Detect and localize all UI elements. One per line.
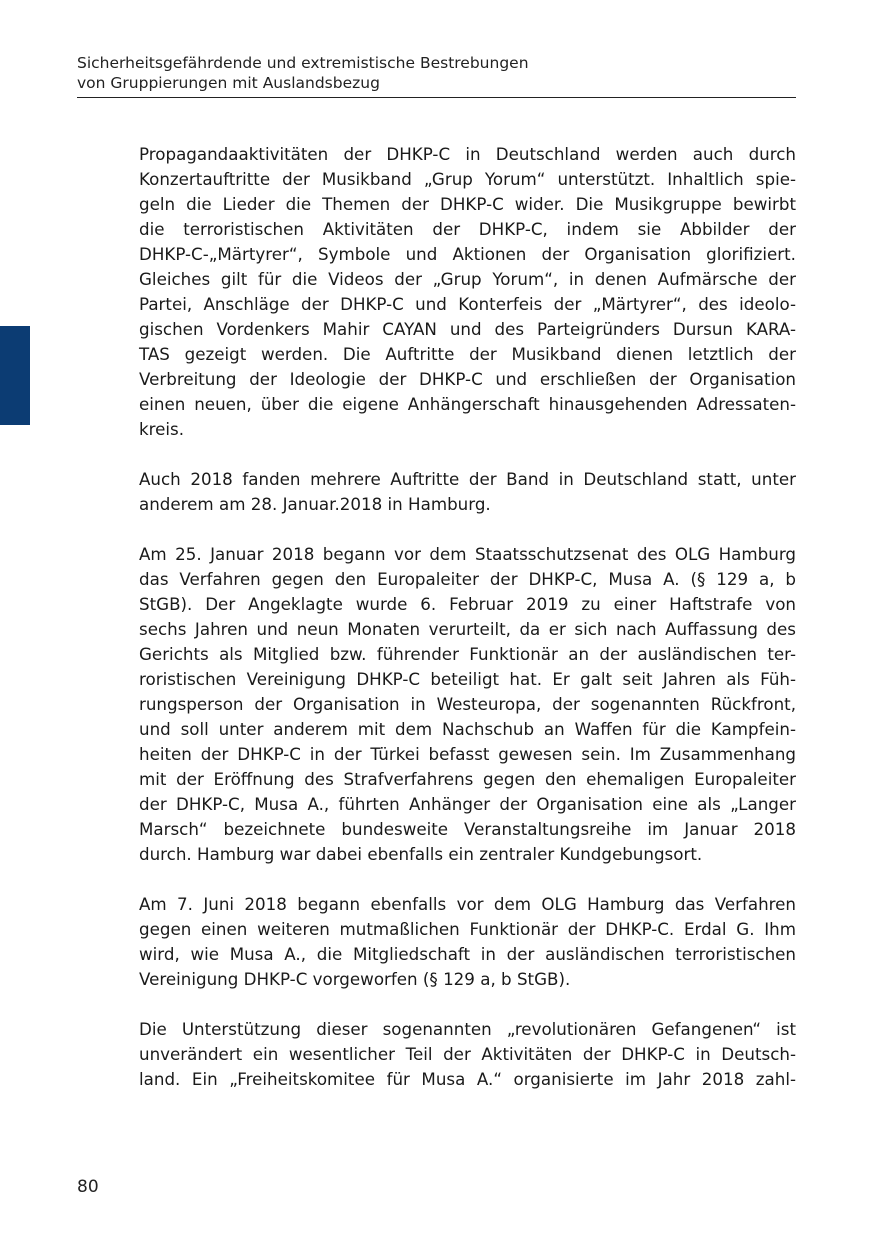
paragraph: [139, 1017, 796, 1092]
paragraph: [139, 892, 796, 992]
text-line: StGB). Der Angeklagte wurde 6. Februar 2019 zu einer Haftstrafe von: [139, 594, 796, 614]
running-header-line: von Gruppierungen mit Auslandsbezug: [77, 74, 380, 92]
text-line: anderem am 28. Januar.2018 in Hamburg.: [139, 494, 491, 514]
text-line: Konzertauftritte der Musikband „Grup Yorum“ unterstützt. Inhaltlich spie-: [139, 169, 796, 189]
text-line: TAS gezeigt werden. Die Auftritte der Musikband dienen letztlich der: [139, 344, 796, 364]
text-line: Propagandaaktivitäten der DHKP-C in Deutschland werden auch durch: [139, 144, 796, 164]
text-line: Gerichts als Mitglied bzw. führender Funktionär an der ausländischen ter-: [139, 644, 796, 664]
page-number: 80: [77, 1177, 99, 1197]
text-line: einen neuen, über die eigene Anhängerschaft hinausgehenden Adressaten-: [139, 394, 796, 414]
text-line: roristischen Vereinigung DHKP-C beteiligt hat. Er galt seit Jahren als Füh-: [139, 669, 796, 689]
text-line: rungsperson der Organisation in Westeuropa, der sogenannten Rückfront,: [139, 694, 796, 714]
text-line: Verbreitung der Ideologie der DHKP-C und erschließen der Organisation: [139, 369, 796, 389]
text-line: das Verfahren gegen den Europaleiter der DHKP-C, Musa A. (§ 129 a, b: [139, 569, 796, 589]
text-line: unverändert ein wesentlicher Teil der Aktivitäten der DHKP-C in Deutsch-: [139, 1044, 796, 1064]
chapter-tab-marker: [0, 326, 30, 425]
text-line: Auch 2018 fanden mehrere Auftritte der Band in Deutschland statt, unter: [139, 469, 796, 489]
paragraph-spacer: [139, 517, 796, 542]
paragraph: [139, 467, 796, 517]
text-line: Die Unterstützung dieser sogenannten „revolutionären Gefangenen“ ist: [139, 1019, 796, 1039]
text-line: Vereinigung DHKP-C vorgeworfen (§ 129 a, b StGB).: [139, 969, 571, 989]
paragraph: [139, 142, 796, 442]
text-line: wird, wie Musa A., die Mitgliedschaft in der ausländischen terroristischen: [139, 944, 796, 964]
text-line: kreis.: [139, 419, 185, 439]
text-line: der DHKP-C, Musa A., führten Anhänger der Organisation eine als „Langer: [139, 794, 796, 814]
body-text: [139, 142, 796, 1092]
paragraph-spacer: [139, 992, 796, 1017]
text-line: land. Ein „Freiheitskomitee für Musa A.“ organisierte im Jahr 2018 zahl-: [139, 1069, 796, 1089]
running-header-line: Sicherheitsgefährdende und extremistische Bestrebungen: [77, 54, 529, 72]
paragraph-spacer: [139, 442, 796, 467]
text-line: gegen einen weiteren mutmaßlichen Funktionär der DHKP-C. Erdal G. Ihm: [139, 919, 796, 939]
text-line: Marsch“ bezeichnete bundesweite Veranstaltungsreihe im Januar 2018: [139, 819, 796, 839]
text-line: DHKP-C-„Märtyrer“, Symbole und Aktionen der Organisation glorifiziert.: [139, 244, 796, 264]
text-line: durch. Hamburg war dabei ebenfalls ein zentraler Kundgebungsort.: [139, 844, 703, 864]
text-line: Gleiches gilt für die Videos der „Grup Yorum“, in denen Aufmärsche der: [139, 269, 796, 289]
text-line: geln die Lieder die Themen der DHKP-C wider. Die Musikgruppe bewirbt: [139, 194, 796, 214]
text-line: Am 7. Juni 2018 begann ebenfalls vor dem OLG Hamburg das Verfahren: [139, 894, 796, 914]
text-line: Am 25. Januar 2018 begann vor dem Staatsschutzsenat des OLG Hamburg: [139, 544, 796, 564]
running-header: [77, 53, 796, 93]
paragraph: [139, 542, 796, 867]
text-line: heiten der DHKP-C in der Türkei befasst gewesen sein. Im Zusammenhang: [139, 744, 796, 764]
text-line: gischen Vordenkers Mahir CAYAN und des Parteigründers Dursun KARA-: [139, 319, 796, 339]
header-divider: [77, 97, 796, 98]
text-line: Partei, Anschläge der DHKP-C und Konterfeis der „Märtyrer“, des ideolo-: [139, 294, 796, 314]
text-line: die terroristischen Aktivitäten der DHKP-C, indem sie Abbilder der: [139, 219, 796, 239]
text-line: mit der Eröffnung des Strafverfahrens gegen den ehemaligen Europaleiter: [139, 769, 796, 789]
paragraph-spacer: [139, 867, 796, 892]
text-line: sechs Jahren und neun Monaten verurteilt, da er sich nach Auffassung des: [139, 619, 796, 639]
text-line: und soll unter anderem mit dem Nachschub an Waffen für die Kampfein-: [139, 719, 796, 739]
